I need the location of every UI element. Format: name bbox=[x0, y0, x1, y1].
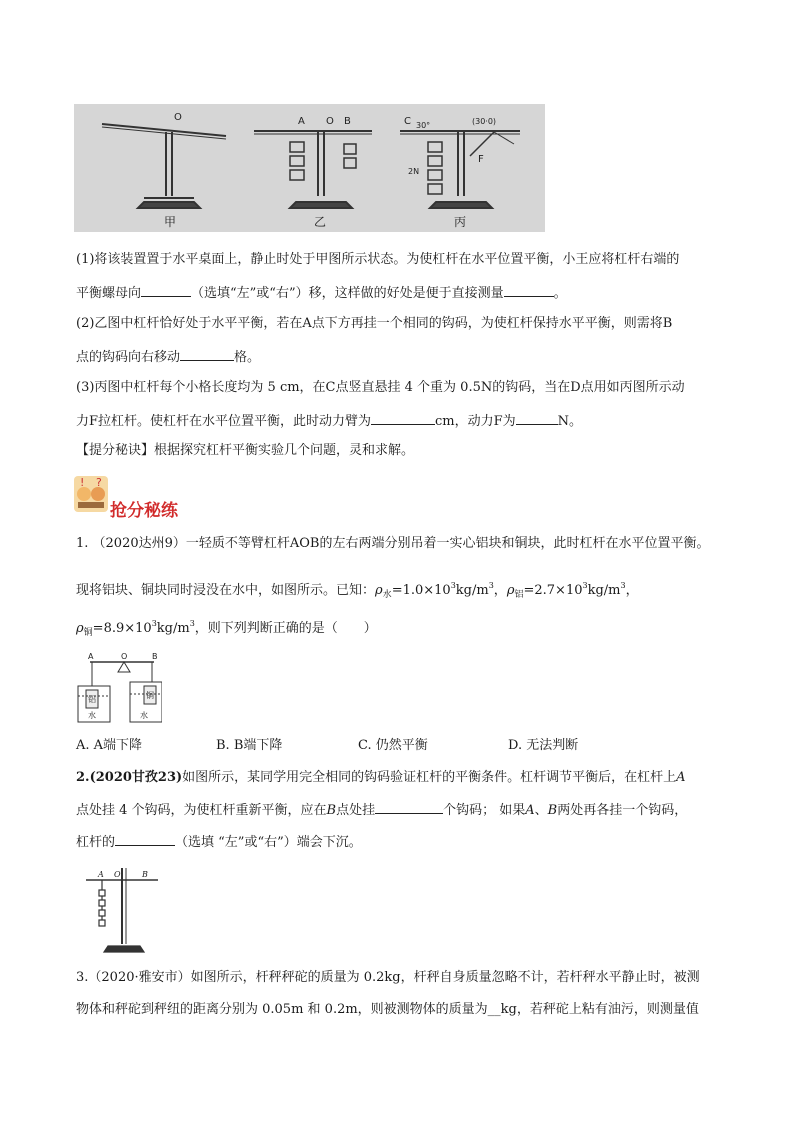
q-intro-part3-line2 bbox=[76, 410, 582, 432]
svg-text:?: ? bbox=[96, 476, 102, 489]
q2-source: 2.(2020甘孜23) bbox=[76, 770, 183, 785]
q-intro-part2-line1: (2)乙图中杠杆恰好处于水平平衡，若在A点下方再挂一个相同的钩码，为使杠杆保持水平平衡，则需将B bbox=[76, 316, 673, 331]
svg-text:铝: 铝 bbox=[88, 695, 96, 704]
q-intro-part2-line2 bbox=[76, 346, 260, 368]
q3-line1: 3.（2020·雅安市）如图所示，杆秤秤砣的质量为 0.2kg，杆秤自身质量忽略不计，若杆秤水平静止时，被测 bbox=[76, 970, 700, 985]
q1-option-c[interactable]: C. 仍然平衡 bbox=[358, 738, 428, 753]
label-c-bing: C bbox=[404, 116, 411, 127]
q2-lever-figure bbox=[82, 864, 162, 956]
q-intro-part1-text-b: （选填“左”或“右”）移，这样做的好处是便于直接测量 bbox=[191, 286, 504, 301]
q-intro-part3-text-a: 力F拉杠杆。使杠杆在水平位置平衡，此时动力臂为 bbox=[76, 414, 372, 429]
answer-blank-6[interactable] bbox=[375, 799, 443, 814]
svg-text:O: O bbox=[121, 652, 128, 661]
label-note-bing: (30·0) bbox=[472, 117, 497, 126]
q-intro-part2-text-b: 格。 bbox=[234, 350, 261, 365]
svg-text:水: 水 bbox=[140, 711, 148, 720]
rho-water-formula: $\rho_水=1.0\times 10^3kg/m^3$ bbox=[375, 581, 494, 600]
answer-blank-7[interactable] bbox=[115, 831, 175, 846]
label-b-yi: B bbox=[344, 116, 351, 127]
label-angle-bing: 30° bbox=[416, 121, 431, 130]
q-intro-part3-text-b: cm，动力F为 bbox=[435, 414, 516, 429]
answer-blank-3[interactable] bbox=[180, 346, 234, 361]
label-2n-bing: 2N bbox=[408, 167, 420, 176]
q1-line3 bbox=[76, 614, 377, 643]
q1-option-d[interactable]: D. 无法判断 bbox=[508, 738, 579, 753]
svg-text:A: A bbox=[98, 870, 104, 879]
svg-text:B: B bbox=[142, 870, 148, 879]
svg-text:O: O bbox=[114, 870, 121, 879]
q1-lever-figure bbox=[72, 650, 162, 724]
rho-cu-formula: $\rho_铜=8.9\times 10^3kg/m^3$ bbox=[76, 619, 195, 638]
lever-figure-drawing bbox=[74, 104, 545, 232]
label-o-jia: O bbox=[174, 112, 182, 123]
q3-line2: 物体和秤砣到秤纽的距离分别为 0.05m 和 0.2m，则被测物体的质量为__kg，若秤砣上粘有油污，则测量值 bbox=[76, 1002, 699, 1017]
caption-bing: 丙 bbox=[454, 215, 467, 229]
q1-option-b[interactable]: B. B端下降 bbox=[216, 738, 283, 753]
lever-experiment-figure bbox=[74, 104, 545, 232]
q1-line2-text: 现将铝块、铜块同时浸没在水中，如图所示。已知： bbox=[76, 583, 376, 598]
q1-line2: 现将铝块、铜块同时浸没在水中，如图所示。已知：$\rho_水=1.0\times 10^3kg/m^3$，$\rho_铝=2.7\times 10^3kg/m^3$， bbox=[76, 581, 639, 600]
q-intro-part3-line1: (3)丙图中杠杆每个小格长度均为 5 cm，在C点竖直悬挂 4 个重为 0.5N的钩码，当在D点用如丙图所示动 bbox=[76, 380, 685, 395]
q1-line1: 1. （2020达州9）一轻质不等臂杠杆AOB的左右两端分别吊着一实心铝块和铜块，此时杠杆在水平位置平衡。 bbox=[76, 536, 710, 551]
q2-line2: 点处挂 4 个钩码，为使杠杆重新平衡，应在B点处挂 个钩码； 如果A、B两处再各挂一个钩码， bbox=[76, 799, 687, 821]
svg-text:A: A bbox=[88, 652, 94, 661]
q2-line3: 杠杆的 （选填 “左”或“右”）端会下沉。 bbox=[76, 831, 362, 853]
tip-line: 【提分秘诀】根据探究杠杆平衡实验几个问题，灵和求解。 bbox=[76, 443, 415, 458]
answer-blank-4[interactable] bbox=[371, 410, 435, 425]
q-intro-part1-line2 bbox=[76, 282, 567, 304]
svg-text:水: 水 bbox=[88, 711, 96, 720]
q-intro-part2-text-a: 点的钩码向右移动 bbox=[76, 350, 181, 365]
answer-blank-1[interactable] bbox=[141, 282, 191, 297]
svg-text:铜: 铜 bbox=[146, 691, 154, 700]
q-intro-part1-text-a: 平衡螺母向 bbox=[76, 286, 142, 301]
answer-blank-2[interactable] bbox=[504, 282, 554, 297]
cartoon-kids-icon bbox=[72, 474, 110, 514]
svg-text:!: ! bbox=[80, 476, 85, 489]
q1-option-a[interactable]: A. A端下降 bbox=[76, 738, 143, 753]
caption-jia: 甲 bbox=[164, 215, 177, 229]
rho-al-formula: $\rho_铝=2.7\times 10^3kg/m^3$ bbox=[506, 581, 626, 600]
q1-line3-tail: ，则下列判断正确的是（ ） bbox=[194, 621, 377, 636]
label-o-yi: O bbox=[326, 116, 334, 127]
q-intro-part1-text-c: 。 bbox=[553, 286, 567, 301]
q2-line1: 2.(2020甘孜23)如图所示，某同学用完全相同的钩码验证杠杆的平衡条件。杠杆调节平衡后，在杠杆上A bbox=[76, 770, 686, 785]
label-a-yi: A bbox=[298, 116, 305, 127]
q-intro-part1-line1: (1)将该装置置于水平桌面上，静止时处于甲图所示状态。为使杠杆在水平位置平衡，小王应将杠杆右端的 bbox=[76, 252, 680, 267]
answer-blank-5[interactable] bbox=[516, 410, 558, 425]
section-title: 抢分秘练 bbox=[110, 501, 178, 521]
svg-text:B: B bbox=[152, 652, 158, 661]
caption-yi: 乙 bbox=[314, 215, 327, 229]
label-f-bing: F bbox=[478, 154, 484, 165]
q-intro-part3-text-c: N。 bbox=[557, 414, 583, 429]
